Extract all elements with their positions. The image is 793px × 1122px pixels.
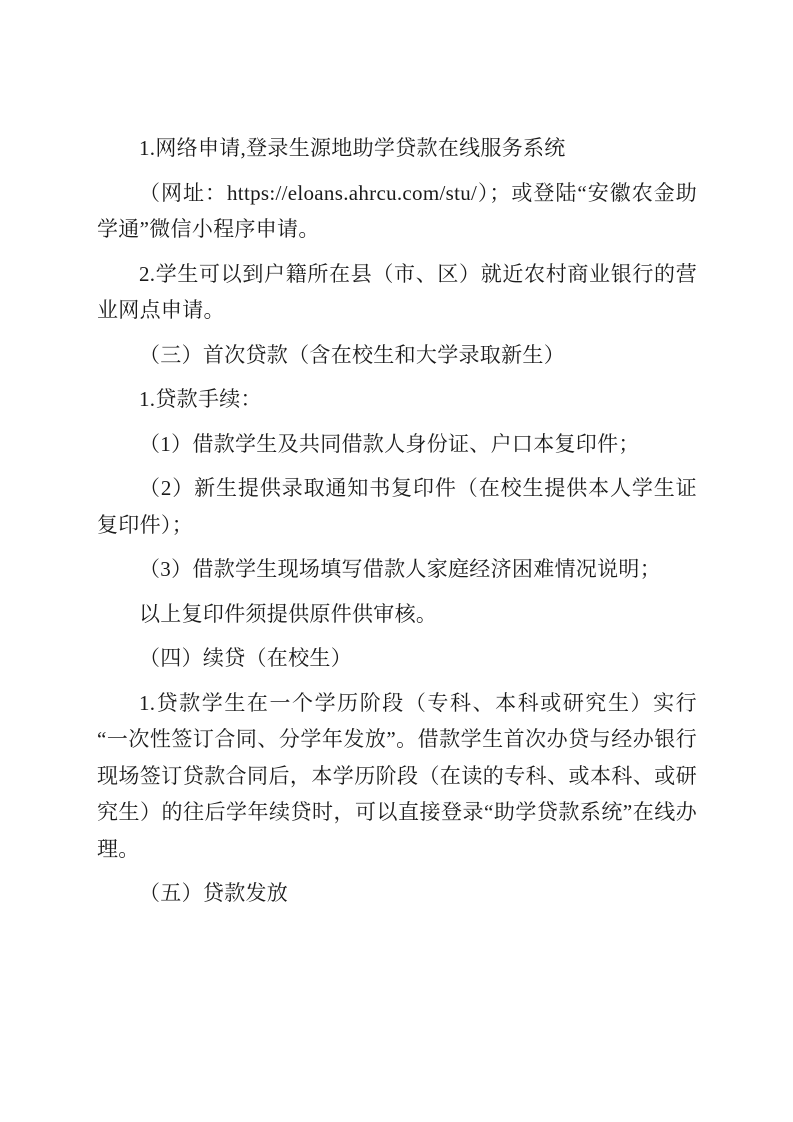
paragraph: （五）贷款发放 (139, 881, 289, 905)
paragraph: （网址：https://eloans.ahrcu.com/stu/）；或登陆“安徽农金助学通”微信小程序申请。 (97, 180, 697, 241)
paragraph: （1）借款学生及共同借款人身份证、户口本复印件； (139, 431, 640, 456)
paragraph: 以上复印件须提供原件供审核。 (139, 601, 438, 626)
paragraph: （3）借款学生现场填写借款人家庭经济困难情况说明； (139, 557, 661, 581)
paragraph: 1.网络申请,登录生源地助学贷款在线服务系统 (139, 136, 566, 160)
paragraph: 1.贷款手续： (139, 387, 262, 411)
paragraph: （2）新生提供录取通知书复印件（在校生提供本人学生证复印件）； (97, 476, 697, 537)
paragraph: （三）首次贷款（含在校生和大学录取新生） (139, 342, 565, 367)
document-body (97, 130, 697, 912)
paragraph: 1.贷款学生在一个学历阶段（专科、本科或研究生）实行“一次性签订合同、分学年发放”。借款学生首次办贷与经办银行现场签订贷款合同后，本学历阶段（在读的专科、或本科、或研究生）的往后学年续贷时，可以直接登录“助学贷款系统”在线办理。 (97, 690, 697, 861)
paragraph: （四）续贷（在校生） (139, 646, 352, 670)
paragraph: 2.学生可以到户籍所在县（市、区）就近农村商业银行的营业网点申请。 (97, 261, 697, 322)
